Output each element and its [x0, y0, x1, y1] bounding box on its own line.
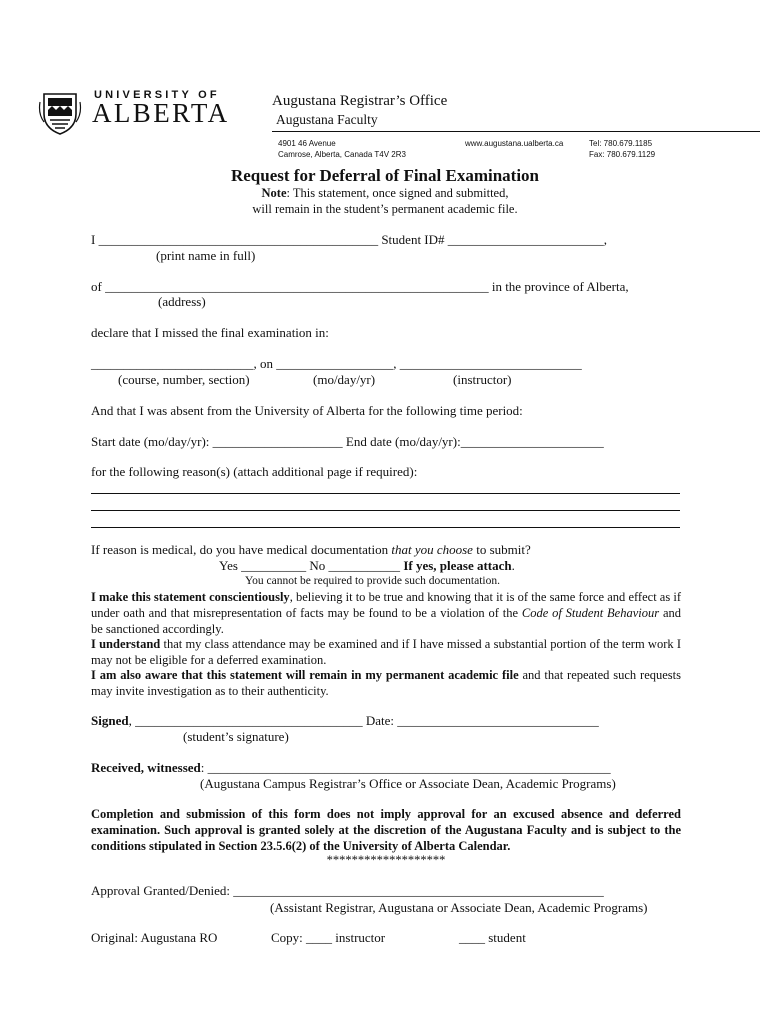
statement1-italic: Code of Student Behaviour	[521, 606, 660, 620]
faculty-name: Augustana Faculty	[276, 112, 378, 127]
medical-question-a: If reason is medical, do you have medical documentation	[91, 542, 392, 557]
address-field-hint: (address)	[158, 294, 206, 309]
university-name-top: UNIVERSITY OF	[94, 89, 220, 101]
signature-hint: (student’s signature)	[183, 729, 289, 744]
university-name-main: ALBERTA	[92, 98, 230, 128]
address-field-line[interactable]: of ___________________________________________________________ in the province of Alberta,	[91, 279, 629, 294]
original-text: Original: Augustana RO	[91, 930, 218, 945]
declare-text: declare that I missed the final examination in:	[91, 325, 329, 340]
stars-divider: *******************	[326, 853, 446, 867]
signed-line[interactable]	[91, 713, 599, 729]
address-line-1: 4901 46 Avenue	[278, 139, 336, 148]
statement2-text: that my class attendance may be examined and if I have missed a substantial portion of the term work I may not be eligible for a deferred examination.	[91, 637, 681, 667]
reason-line-1[interactable]	[91, 493, 680, 494]
telephone: Tel: 780.679.1185	[589, 139, 653, 148]
attach-instruction: If yes, please attach	[403, 558, 512, 573]
exam-field-line[interactable]: _________________________, on __________________, ____________________________	[91, 356, 582, 371]
course-hint: (course, number, section)	[118, 372, 250, 387]
yes-no-fields[interactable]: Yes __________ No ___________	[219, 558, 404, 573]
reasons-text: for the following reason(s) (attach additional page if required):	[91, 464, 418, 479]
name-field-line[interactable]: I ___________________________________________ Student ID# ________________________,	[91, 232, 608, 247]
dates-field-line[interactable]: Start date (mo/day/yr): ____________________ End date (mo/day/yr):______________________	[91, 434, 604, 449]
statement1-end: and be sanctioned accordingly.	[91, 606, 681, 636]
received-hint: (Augustana Campus Registrar’s Office or Associate Dean, Academic Programs)	[200, 776, 616, 791]
absent-text: And that I was absent from the University of Alberta for the following time period:	[91, 403, 523, 418]
instructor-hint: (instructor)	[453, 372, 512, 387]
address-line-2: Camrose, Alberta, Canada T4V 2R3	[278, 150, 406, 159]
office-name: Augustana Registrar’s Office	[272, 93, 448, 109]
reason-line-3[interactable]	[91, 527, 680, 528]
copy-student[interactable]: ____ student	[459, 930, 526, 945]
statement-conscientiously	[91, 589, 681, 637]
medical-yes-no[interactable]	[219, 558, 515, 574]
statement2-bold: I understand	[91, 637, 161, 651]
statement-aware	[91, 667, 681, 699]
received-field[interactable]: : ______________________________________________________________	[200, 760, 611, 775]
date-hint: (mo/day/yr)	[313, 372, 376, 387]
note-line-2: will remain in the student’s permanent academic file.	[252, 202, 518, 216]
signed-date-fields[interactable]: , ___________________________________ Date: _______________________________	[128, 713, 599, 728]
medical-question-b: to submit?	[472, 542, 531, 557]
fax: Fax: 780.679.1129	[589, 150, 656, 159]
statement3-text: and that repeated such requests may invite investigation as to their authenticity.	[91, 668, 681, 698]
medical-question-italic: that you choose	[391, 542, 473, 557]
note-text-1: : This statement, once signed and submitted,	[286, 186, 509, 200]
university-crest-icon	[38, 88, 82, 136]
approval-line[interactable]: Approval Granted/Denied: _________________________________________________________	[91, 883, 604, 898]
reason-line-2[interactable]	[91, 510, 680, 511]
received-line[interactable]	[91, 760, 611, 776]
note-label: Note	[261, 186, 287, 200]
header-rule	[272, 131, 760, 132]
approval-hint: (Assistant Registrar, Augustana or Associate Dean, Academic Programs)	[270, 900, 648, 915]
statement1-text: , believing it to be true and knowing that it is of the same force and effect as if under oath and that misrepresentation of facts may be found to be a violation of the	[91, 590, 681, 620]
copy-instructor[interactable]: Copy: ____ instructor	[271, 930, 386, 945]
website: www.augustana.ualberta.ca	[465, 139, 564, 148]
attach-period: .	[511, 558, 515, 573]
note-line-1	[0, 186, 770, 201]
form-title: Request for Deferral of Final Examination	[230, 166, 539, 185]
statement1-bold: I make this statement conscientiously	[91, 590, 290, 604]
received-label: Received, witnessed	[91, 760, 201, 775]
medical-note: You cannot be required to provide such documentation.	[245, 575, 500, 587]
name-field-hint: (print name in full)	[156, 248, 256, 263]
completion-notice: Completion and submission of this form does not imply approval for an excused absence and deferred examination. Such approval is granted solely at the discretion of the Augustana Faculty and is subject to the conditions stipulated in Section 23.5.6(2) of the University of Alberta Calendar.	[91, 807, 681, 853]
medical-question	[91, 542, 531, 558]
statement-understand	[91, 636, 681, 668]
signed-label: Signed	[91, 713, 129, 728]
statement3-bold: I am also aware that this statement will remain in my permanent academic file	[91, 668, 519, 682]
